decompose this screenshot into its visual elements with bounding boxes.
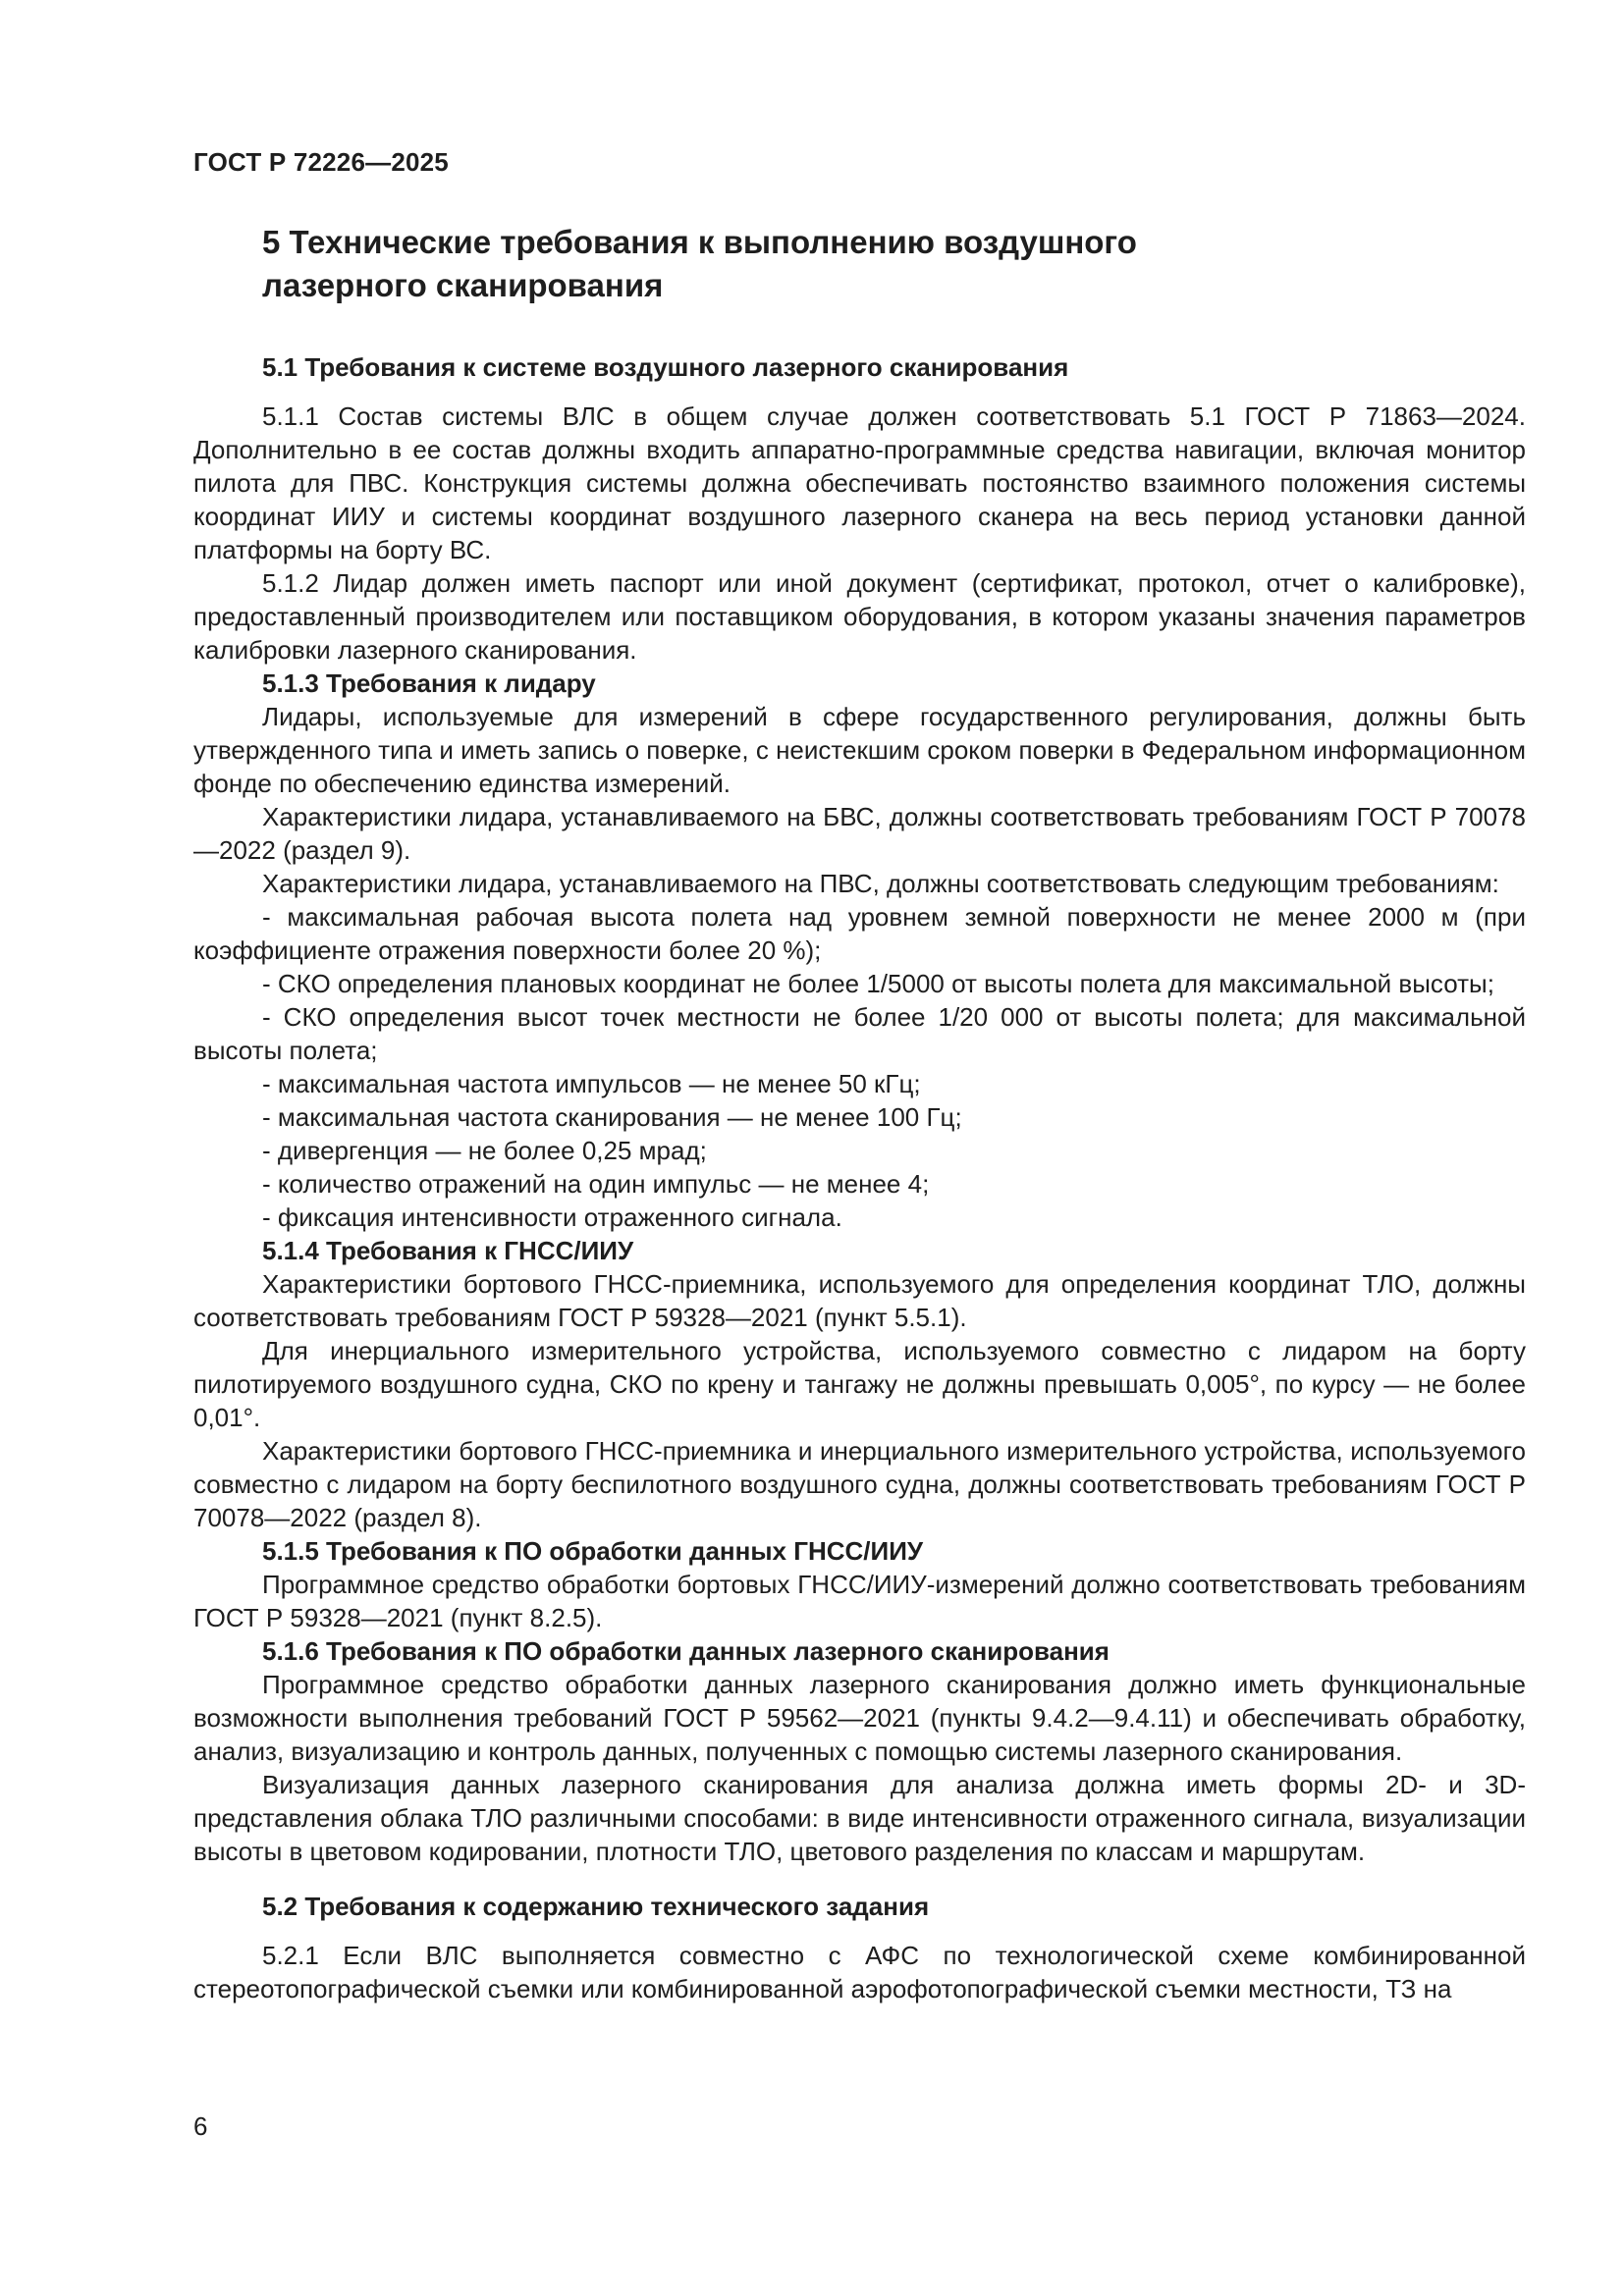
section-title: 5 Технические требования к выполнению воздушного лазерного сканирования: [262, 224, 1137, 303]
heading-5-1-4: 5.1.4 Требования к ГНСС/ИИУ: [262, 1236, 634, 1265]
page-content: [193, 221, 1526, 2005]
list-item: - СКО определения высот точек местности не более 1/20 000 от высоты полета; для максимальной высоты полета;: [193, 1002, 1526, 1065]
paragraph-5-1-2: 5.1.2 Лидар должен иметь паспорт или иной документ (сертификат, протокол, отчет о калибровке), предоставленный производителем или поставщиком оборудования, в котором указаны значения параметров калибровки лазерного сканирования.: [193, 568, 1526, 665]
paragraph-5-2-1: 5.2.1 Если ВЛС выполняется совместно с АФС по технологической схеме комбинированной стереотопографической съемки или комбинированной аэрофотопографической съемки местности, ТЗ на: [193, 1941, 1526, 2003]
subsection-title-5-1: 5.1 Требования к системе воздушного лазерного сканирования: [262, 352, 1069, 382]
page-number: 6: [193, 2111, 208, 2141]
list-item: - фиксация интенсивности отраженного сигнала.: [262, 1202, 842, 1232]
list-item: - максимальная рабочая высота полета над уровнем земной поверхности не менее 2000 м (при коэффициенте отражения поверхности более 20 %);: [193, 902, 1526, 965]
paragraph-5-1-4-c: Характеристики бортового ГНСС-приемника и инерциального измерительного устройства, используемого совместно с лидаром на борту беспилотного воздушного судна, должны соответствовать требованиям ГОСТ Р 70078—2022 (раздел 8).: [193, 1436, 1526, 1532]
list-item: - дивергенция — не более 0,25 мрад;: [262, 1136, 707, 1165]
paragraph-5-1-1: 5.1.1 Состав системы ВЛС в общем случае должен соответствовать 5.1 ГОСТ Р 71863—2024. Дополнительно в ее состав должны входить аппаратно-программные средства навигации, включая монитор пилота для ПВС. Конструкция системы должна обеспечивать постоянство взаимного положения системы координат ИИУ и системы координат воздушного лазерного сканера на весь период установки данной платформы на борту ВС.: [193, 401, 1526, 564]
paragraph-5-1-3-c: Характеристики лидара, устанавливаемого на ПВС, должны соответствовать следующим требованиям:: [262, 869, 1499, 898]
heading-5-1-5: 5.1.5 Требования к ПО обработки данных ГНСС/ИИУ: [262, 1536, 924, 1566]
list-item: - СКО определения плановых координат не более 1/5000 от высоты полета для максимальной высоты;: [262, 969, 1494, 998]
list-item: - количество отражений на один импульс — не менее 4;: [262, 1169, 930, 1199]
list-item: - максимальная частота импульсов — не менее 50 кГц;: [262, 1069, 921, 1098]
heading-5-1-6: 5.1.6 Требования к ПО обработки данных лазерного сканирования: [262, 1636, 1110, 1666]
paragraph-5-1-6-a: Программное средство обработки данных лазерного сканирования должно иметь функциональные возможности выполнения требований ГОСТ Р 59562—2021 (пункты 9.4.2—9.4.11) и обеспечивать обработку, анализ, визуализацию и контроль данных, полученных с помощью системы лазерного сканирования.: [193, 1670, 1526, 1766]
paragraph-5-1-3-a: Лидары, используемые для измерений в сфере государственного регулирования, должны быть утвержденного типа и иметь запись о поверке, с неистекшим сроком поверки в Федеральном информационном фонде по обеспечению единства измерений.: [193, 702, 1526, 798]
paragraph-5-1-4-b: Для инерциального измерительного устройства, используемого совместно с лидаром на борту пилотируемого воздушного судна, СКО по крену и тангажу не должны превышать 0,005°, по курсу — не более 0,01°.: [193, 1336, 1526, 1432]
paragraph-5-1-3-b: Характеристики лидара, устанавливаемого на БВС, должны соответствовать требованиям ГОСТ Р 70078—2022 (раздел 9).: [193, 802, 1526, 865]
list-item: - максимальная частота сканирования — не менее 100 Гц;: [262, 1102, 962, 1132]
paragraph-5-1-5: Программное средство обработки бортовых ГНСС/ИИУ-измерений должно соответствовать требованиям ГОСТ Р 59328—2021 (пункт 8.2.5).: [193, 1570, 1526, 1632]
subsection-title-5-2: 5.2 Требования к содержанию технического задания: [262, 1892, 930, 1921]
paragraph-5-1-6-b: Визуализация данных лазерного сканирования для анализа должна иметь формы 2D- и 3D-представления облака ТЛО различными способами: в виде интенсивности отраженного сигнала, визуализации высоты в цветовом кодировании, плотности ТЛО, цветового разделения по классам и маршрутам.: [193, 1770, 1526, 1866]
paragraph-5-1-4-a: Характеристики бортового ГНСС-приемника, используемого для определения координат ТЛО, должны соответствовать требованиям ГОСТ Р 59328—2021 (пункт 5.5.1).: [193, 1269, 1526, 1332]
heading-5-1-3: 5.1.3 Требования к лидару: [262, 668, 596, 698]
standard-designation: ГОСТ Р 72226—2025: [193, 147, 449, 177]
